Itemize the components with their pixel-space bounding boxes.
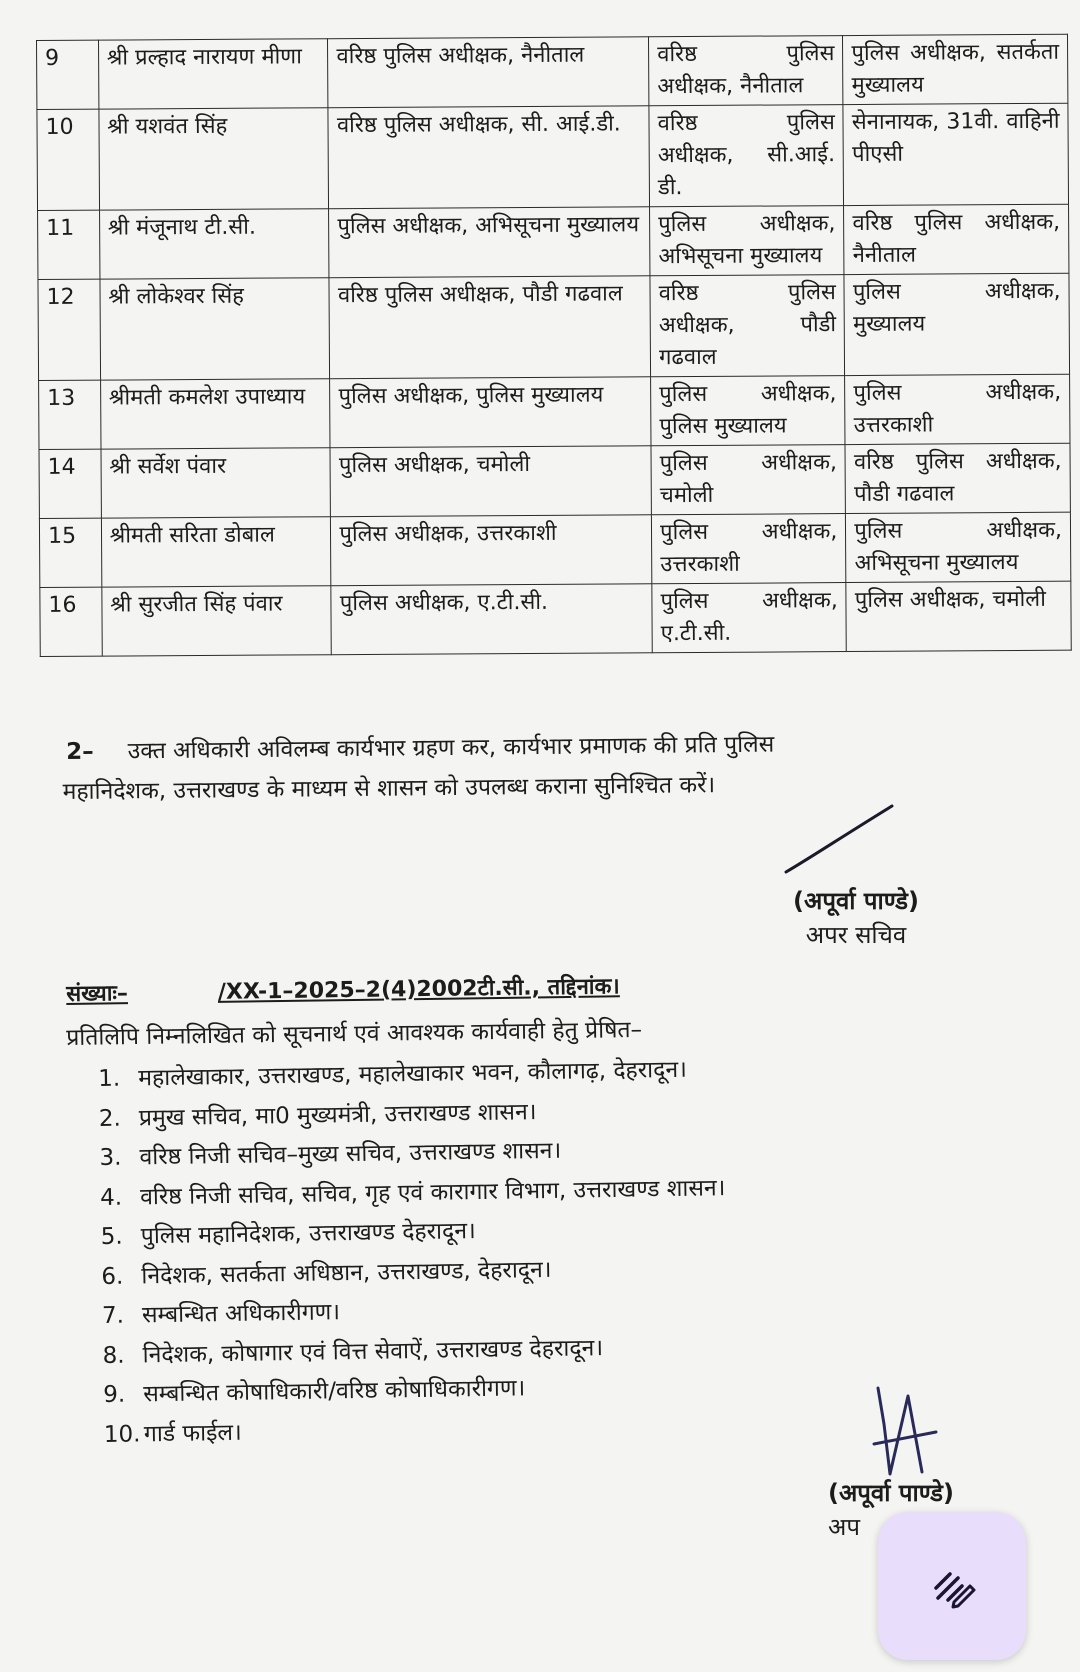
officer-name-cell: श्री सर्वेश पंवार bbox=[101, 448, 331, 518]
list-item-text: वरिष्ठ निजी सचिव–मुख्य सचिव, उत्तराखण्ड शासन। bbox=[139, 1137, 562, 1171]
new-post-cell: वरिष्ठ पुलिस अधीक्षक, पौडी गढवाल bbox=[845, 443, 1070, 513]
table-row bbox=[38, 273, 1070, 380]
signatory-name: (अपूर्वा पाण्डे) bbox=[793, 887, 919, 915]
held-post-cell: वरिष्ठ पुलिस अधीक्षक, सी.आई. डी. bbox=[649, 105, 844, 207]
transfer-table bbox=[36, 34, 1072, 657]
serial-number-cell: 15 bbox=[39, 518, 101, 587]
serial-number-cell: 14 bbox=[39, 449, 101, 518]
signature-block-1 bbox=[756, 884, 956, 952]
signature-stroke-2 bbox=[870, 1384, 940, 1480]
officer-name-cell: श्री यशवंत सिंह bbox=[99, 108, 329, 210]
signature-stroke-1 bbox=[780, 800, 900, 880]
list-item-text: प्रमुख सचिव, मा0 मुख्यमंत्री, उत्तराखण्ड शासन। bbox=[138, 1098, 537, 1131]
transfer-table-body bbox=[37, 34, 1072, 656]
copy-list bbox=[98, 1050, 729, 1455]
current-post-cell: वरिष्ठ पुलिस अधीक्षक, सी. आई.डी. bbox=[328, 106, 649, 209]
list-item-text: निदेशक, कोषागार एवं वित्त सेवाऐं, उत्तराखण्ड देहरादून। bbox=[142, 1334, 604, 1368]
current-post-cell: पुलिस अधीक्षक, उत्तरकाशी bbox=[331, 515, 652, 586]
table-row bbox=[39, 374, 1070, 449]
serial-number-cell: 12 bbox=[38, 279, 100, 380]
current-post-cell: पुलिस अधीक्षक, चमोली bbox=[330, 446, 651, 517]
list-item-number: 6. bbox=[101, 1263, 124, 1290]
reference-label: संख्याः– bbox=[66, 981, 129, 1007]
list-item-text: निदेशक, सतर्कता अधिष्ठान, उत्तराखण्ड, देहरादून। bbox=[141, 1256, 552, 1289]
new-post-cell: पुलिस अधीक्षक, चमोली bbox=[846, 581, 1071, 651]
current-post-cell: पुलिस अधीक्षक, ए.टी.सी. bbox=[331, 584, 652, 655]
list-item-number: 8. bbox=[102, 1342, 125, 1369]
officer-name-cell: श्री मंजूनाथ टी.सी. bbox=[99, 209, 329, 279]
table-row bbox=[39, 512, 1070, 587]
pen-scribble-icon bbox=[924, 1558, 980, 1614]
officer-name-cell: श्री प्रल्हाद नारायण मीणा bbox=[98, 39, 328, 109]
list-item-text: महालेखाकार, उत्तराखण्ड, महालेखाकार भवन, कौलागढ़, देहरादून। bbox=[138, 1056, 688, 1092]
table-row bbox=[39, 443, 1070, 518]
signatory-name-2: (अपूर्वा पाण्डे) bbox=[828, 1479, 954, 1507]
officer-name-cell: श्रीमती कमलेश उपाध्याय bbox=[100, 379, 330, 449]
list-item-number: 9. bbox=[103, 1381, 126, 1408]
reference-number: /XX-1–2025–2(4)2002टी.सी., तद्दिनांक। bbox=[217, 974, 620, 1005]
current-post-cell: पुलिस अधीक्षक, अभिसूचना मुख्यालय bbox=[329, 207, 650, 278]
list-item-number: 7. bbox=[101, 1302, 125, 1329]
serial-number-cell: 9 bbox=[37, 40, 99, 109]
current-post-cell: वरिष्ठ पुलिस अधीक्षक, नैनीताल bbox=[328, 37, 649, 108]
table-row bbox=[37, 34, 1068, 109]
list-item-number: 4. bbox=[99, 1184, 123, 1211]
table-row bbox=[38, 204, 1069, 279]
list-item-number: 3. bbox=[99, 1144, 122, 1171]
current-post-cell: पुलिस अधीक्षक, पुलिस मुख्यालय bbox=[330, 377, 651, 448]
edit-button[interactable] bbox=[878, 1512, 1026, 1660]
officer-name-cell: श्रीमती सरिता डोबाल bbox=[101, 517, 331, 587]
signatory-designation: अपर सचिव bbox=[805, 921, 907, 949]
list-item-number: 2. bbox=[98, 1105, 122, 1132]
held-post-cell: पुलिस अधीक्षक, उत्तरकाशी bbox=[652, 514, 847, 584]
held-post-cell: पुलिस अधीक्षक, चमोली bbox=[651, 445, 846, 515]
list-item-text: गार्ड फाईल। bbox=[143, 1419, 242, 1447]
list-item-number: 1. bbox=[98, 1065, 121, 1092]
table-row bbox=[37, 103, 1069, 210]
serial-number-cell: 10 bbox=[37, 109, 99, 210]
held-post-cell: पुलिस अधीक्षक, ए.टी.सी. bbox=[652, 583, 847, 653]
signatory-designation-2: अप bbox=[828, 1513, 860, 1541]
list-item-text: वरिष्ठ निजी सचिव, सचिव, गृह एवं कारागार विभाग, उत्तराखण्ड शासन। bbox=[139, 1174, 726, 1210]
officer-name-cell: श्री सुरजीत सिंह पंवार bbox=[102, 586, 332, 656]
paragraph-number: 2– bbox=[66, 738, 94, 765]
new-post-cell: पुलिस अधीक्षक, मुख्यालय bbox=[844, 273, 1069, 375]
serial-number-cell: 16 bbox=[40, 587, 102, 656]
instruction-paragraph bbox=[62, 722, 1067, 812]
table-row bbox=[40, 581, 1071, 656]
serial-number-cell: 13 bbox=[39, 380, 101, 449]
copy-intro: प्रतिलिपि निम्नलिखित को सूचनार्थ एवं आवश्यक कार्यवाही हेतु प्रेषित– bbox=[66, 1016, 643, 1051]
reference-line bbox=[66, 970, 620, 1008]
officer-name-cell: श्री लोकेश्वर सिंह bbox=[100, 278, 330, 380]
new-post-cell: पुलिस अधीक्षक, अभिसूचना मुख्यालय bbox=[846, 512, 1071, 582]
held-post-cell: पुलिस अधीक्षक, पुलिस मुख्यालय bbox=[651, 376, 846, 446]
list-item-number: 5. bbox=[100, 1223, 123, 1250]
new-post-cell: सेनानायक, 31वी. वाहिनी पीएसी bbox=[843, 103, 1068, 205]
paragraph-line-2: महानिदेशक, उत्तराखण्ड के माध्यम से शासन को उपलब्ध कराना सुनिश्चित करें। bbox=[62, 772, 716, 806]
paragraph-line-1: उक्त अधिकारी अविलम्ब कार्यभार ग्रहण कर, कार्यभार प्रमाणक की प्रति पुलिस bbox=[127, 731, 775, 765]
current-post-cell: वरिष्ठ पुलिस अधीक्षक, पौडी गढवाल bbox=[329, 276, 650, 379]
new-post-cell: पुलिस अधीक्षक, उत्तरकाशी bbox=[845, 374, 1070, 444]
serial-number-cell: 11 bbox=[38, 210, 100, 279]
new-post-cell: पुलिस अधीक्षक, सतर्कता मुख्यालय bbox=[843, 34, 1068, 104]
held-post-cell: पुलिस अधीक्षक, अभिसूचना मुख्यालय bbox=[650, 206, 845, 276]
list-item-text: सम्बन्धित कोषाधिकारी/वरिष्ठ कोषाधिकारीगण। bbox=[143, 1375, 526, 1408]
list-item-text: सम्बन्धित अधिकारीगण। bbox=[141, 1299, 341, 1329]
list-item-text: पुलिस महानिदेशक, उत्तराखण्ड देहरादून। bbox=[140, 1218, 476, 1250]
held-post-cell: वरिष्ठ पुलिस अधीक्षक, पौडी गढवाल bbox=[650, 275, 845, 377]
list-item-number: 10. bbox=[103, 1420, 141, 1448]
held-post-cell: वरिष्ठ पुलिस अधीक्षक, नैनीताल bbox=[649, 36, 844, 106]
new-post-cell: वरिष्ठ पुलिस अधीक्षक, नैनीताल bbox=[844, 204, 1069, 274]
